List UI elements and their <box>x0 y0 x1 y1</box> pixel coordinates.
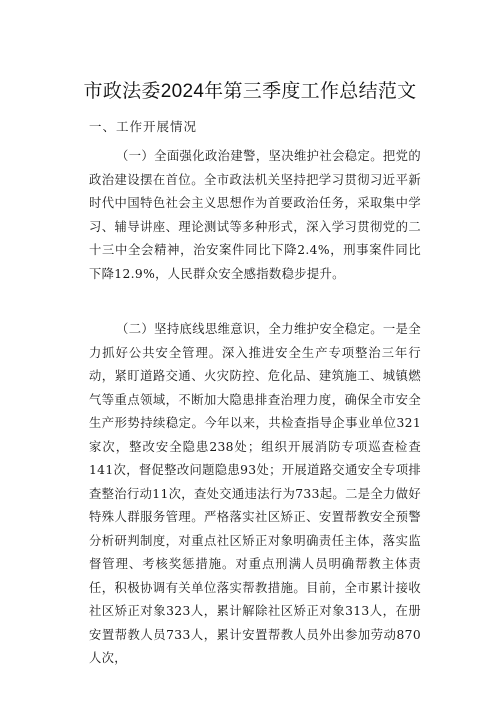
document-title: 市政法委2024年第三季度工作总结范文 <box>83 81 417 102</box>
section-heading: 一、工作开展情况 <box>89 119 198 134</box>
paragraph: （二）坚持底线思维意识，全力维护安全稳定。一是全力抓好公共安全管理。深入推进安全生产专项整治三年行动，紧盯道路交通、火灾防控、危化品、建筑施工、城镇燃气等重点领域，不断加大隐患排查治理力度，确保全市安全生产形势持续稳定。今年以来，共检查指导企事业单位321家次，整改安全隐患238处；组织开展消防专项巡查检查141次，督促整改问题隐患93处；开展道路交通安全专项排查整治行动11次，查处交通违法行为733起。二是全力做好特殊人群服务管理。严格落实社区矫正、安置帮教安全预警分析研判制度，对重点社区矫正对象明确责任主体，落实监督管理、考核奖惩措施。对重点刑满人员明确帮教主体责任，积极协调有关单位落实帮教措施。目前，全市累计接收社区矫正对象323人，累计解除社区矫正对象313人，在册安置帮教人员733人，累计安置帮教人员外出参加劳动870人次， <box>89 322 421 665</box>
paragraph: （一）全面强化政治建警，坚决维护社会稳定。把党的政治建设摆在首位。全市政法机关坚持把学习贯彻习近平新时代中国特色社会主义思想作为首要政治任务，采取集中学习、辅导讲座、理论测试等多种形式，深入学习贯彻党的二十三中全会精神，治安案件同比下降2.4%，刑事案件同比下降12.9%，人民群众安全感指数稳步提升。 <box>89 149 421 281</box>
